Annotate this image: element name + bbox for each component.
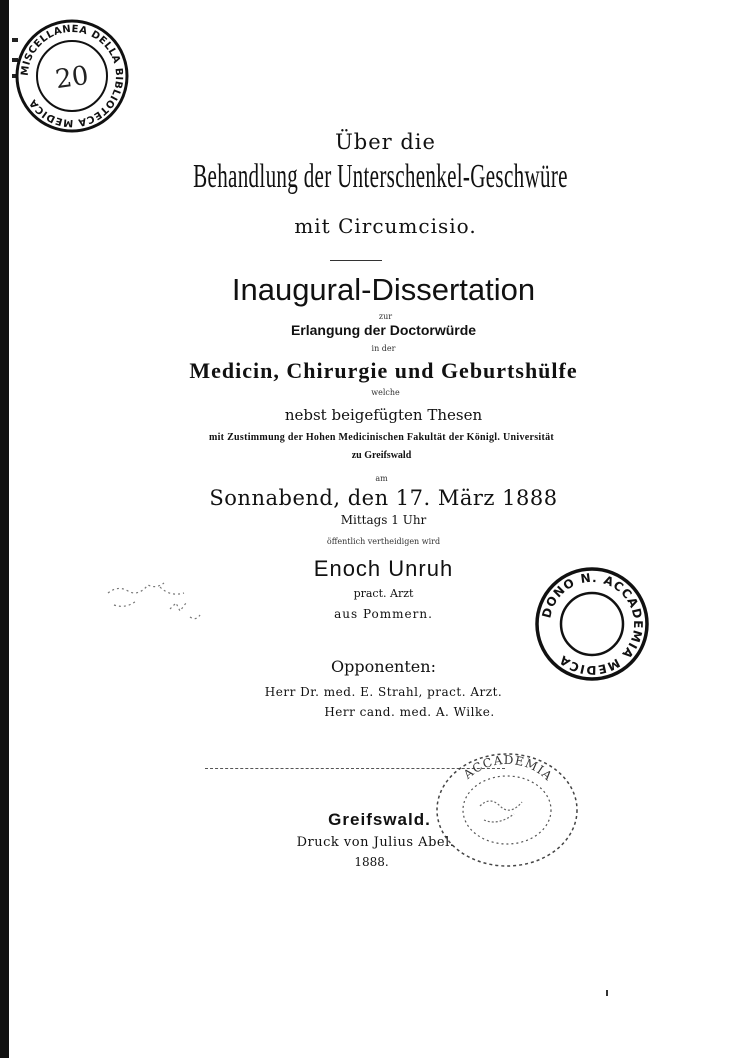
connector-text: in der — [371, 344, 396, 353]
opponents-heading: Opponenten: — [331, 657, 436, 676]
main-title: Behandlung der Unterschenkel-Geschwüre — [193, 158, 568, 195]
connector-text: zur — [378, 312, 393, 321]
dotted-stamp — [432, 748, 582, 868]
ink-smudge — [100, 565, 210, 630]
author-title: pract. Arzt — [353, 587, 414, 600]
defense-date: Sonnabend, den 17. März 1888 — [209, 486, 558, 510]
svg-text:MISCELLANEA DELLA BIBLIOTECA M: MISCELLANEA DELLA BIBLIOTECA MEDICA — [19, 23, 125, 129]
svg-text:ACCADEMIA: ACCADEMIA — [460, 752, 556, 784]
title-prefix: Über die — [335, 130, 436, 154]
imprint-year: 1888. — [354, 855, 389, 869]
dissertation-heading: Inaugural-Dissertation — [231, 272, 536, 307]
author-origin: aus Pommern. — [334, 607, 433, 621]
opponent-2: Herr cand. med. A. Wilke. — [324, 705, 495, 719]
connector-text: welche — [371, 388, 400, 397]
theses-text: nebst beigefügten Thesen — [284, 406, 483, 424]
ink-speck — [606, 990, 608, 996]
title-suffix: mit Circumcisio. — [294, 214, 477, 238]
fields-text: Medicin, Chirurgie und Geburtshülfe — [189, 358, 578, 383]
author-name: Enoch Unruh — [313, 556, 454, 581]
connector-text: öffentlich vertheidigen wird — [326, 537, 441, 546]
faculty-text: mit Zustimmung der Hohen Medicinischen Fakultät der Königl. Universität — [208, 432, 555, 443]
svg-text:20: 20 — [53, 60, 91, 96]
university-place: zu Greifswald — [351, 450, 412, 461]
binding-edge — [0, 0, 9, 1058]
svg-text:DONO N. ACCADEMIA MEDICA: DONO N. ACCADEMIA MEDICA — [539, 570, 646, 678]
connector-text: am — [375, 474, 388, 483]
divider — [330, 260, 382, 261]
imprint-city: Greifswald. — [328, 810, 431, 829]
imprint-printer: Druck von Julius Abel. — [296, 835, 455, 850]
degree-text: Erlangung der Doctorwürde — [290, 322, 477, 338]
library-stamp — [14, 18, 130, 134]
defense-time: Mittags 1 Uhr — [340, 513, 427, 527]
opponent-1: Herr Dr. med. E. Strahl, pract. Arzt. — [264, 685, 503, 699]
